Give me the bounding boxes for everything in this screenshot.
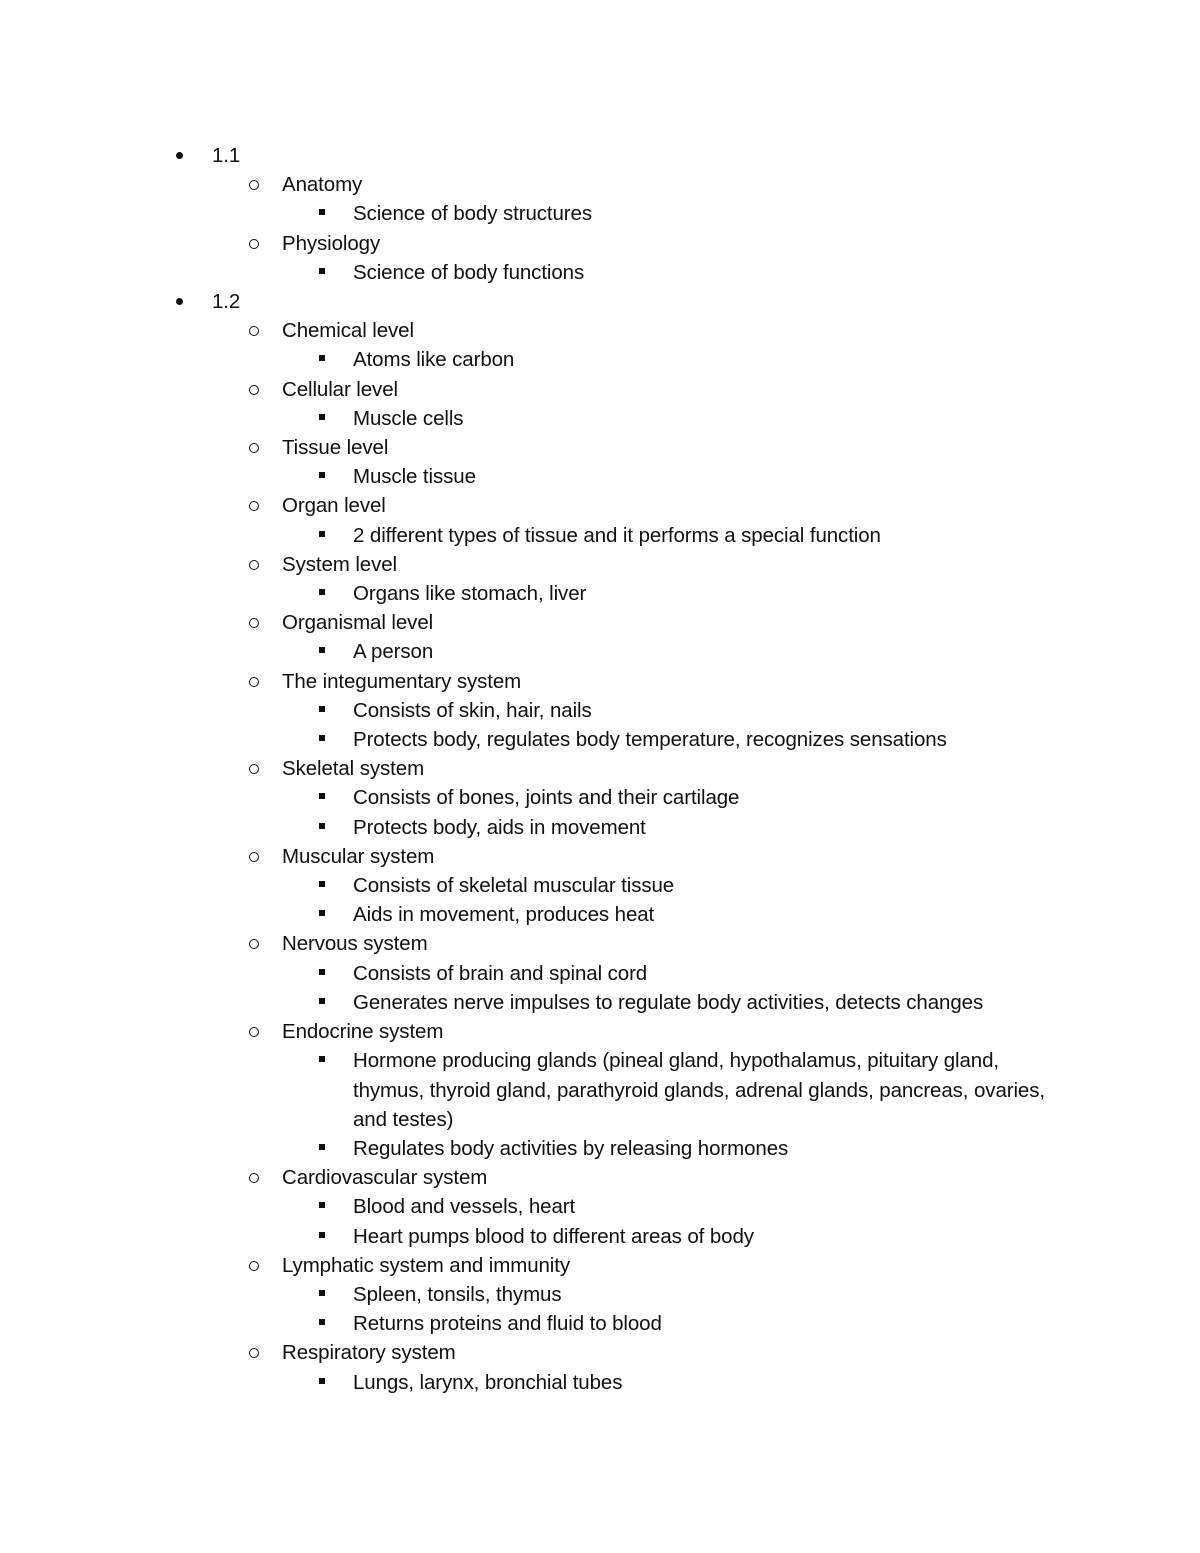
detail-item bbox=[0, 959, 1053, 988]
bullet-square-icon bbox=[318, 462, 328, 491]
outline-text: Chemical level bbox=[282, 319, 414, 343]
bullet-square-icon bbox=[318, 959, 328, 988]
bullet-circle-icon bbox=[248, 316, 262, 345]
bullet-square-icon bbox=[318, 345, 328, 374]
bullet-square-icon bbox=[318, 813, 328, 842]
topic-item bbox=[0, 1251, 1200, 1280]
topic-item bbox=[0, 550, 1200, 579]
topic-item bbox=[0, 842, 1200, 871]
topic-item bbox=[0, 229, 1200, 258]
outline-text: Aids in movement, produces heat bbox=[353, 903, 655, 927]
topic-item bbox=[0, 608, 1200, 637]
section-heading bbox=[0, 287, 1200, 316]
outline-text: Cellular level bbox=[282, 377, 398, 401]
outline-text: 2 different types of tissue and it performs a special function bbox=[353, 523, 881, 547]
detail-item bbox=[0, 258, 1053, 287]
bullet-circle-icon bbox=[248, 170, 262, 199]
topic-item bbox=[0, 375, 1200, 404]
bullet-square-icon bbox=[318, 637, 328, 666]
bullet-circle-icon bbox=[248, 375, 262, 404]
bullet-circle-icon bbox=[248, 842, 262, 871]
detail-item bbox=[0, 521, 1053, 550]
outline-text: Protects body, aids in movement bbox=[353, 815, 646, 839]
outline-text: Regulates body activities by releasing hormones bbox=[353, 1136, 789, 1160]
bullet-square-icon bbox=[318, 579, 328, 608]
detail-item bbox=[0, 1134, 1053, 1163]
outline-text: Consists of brain and spinal cord bbox=[353, 961, 648, 985]
detail-item bbox=[0, 1192, 1053, 1221]
bullet-disc-icon bbox=[174, 141, 186, 170]
detail-item bbox=[0, 988, 1053, 1017]
topic-item bbox=[0, 667, 1200, 696]
bullet-circle-icon bbox=[248, 608, 262, 637]
detail-item bbox=[0, 813, 1053, 842]
outline-text: Spleen, tonsils, thymus bbox=[353, 1282, 562, 1306]
outline-text: Muscle cells bbox=[353, 406, 464, 430]
outline-text: Atoms like carbon bbox=[353, 348, 515, 372]
topic-item bbox=[0, 929, 1200, 958]
detail-item bbox=[0, 725, 1053, 754]
detail-item bbox=[0, 637, 1053, 666]
outline-text: Muscle tissue bbox=[353, 465, 476, 489]
topic-item bbox=[0, 316, 1200, 345]
bullet-circle-icon bbox=[248, 929, 262, 958]
outline-text: System level bbox=[282, 552, 398, 576]
bullet-square-icon bbox=[318, 871, 328, 900]
outline-text: Science of body functions bbox=[353, 260, 585, 284]
outline-text: Tissue level bbox=[282, 436, 389, 460]
bullet-circle-icon bbox=[248, 667, 262, 696]
detail-item bbox=[0, 1309, 1053, 1338]
outline-text: Organismal level bbox=[282, 611, 434, 635]
outline-text: Lymphatic system and immunity bbox=[282, 1253, 570, 1277]
detail-item bbox=[0, 579, 1053, 608]
outline-text: Cardiovascular system bbox=[282, 1166, 488, 1190]
topic-item bbox=[0, 1338, 1200, 1367]
outline-text: Hormone producing glands (pineal gland, hypothalamus, pituitary gland, thymus, thyroid gland, parathyroid glands, adrenal glands, pancreas, ovaries, and testes) bbox=[353, 1049, 1045, 1131]
outline-text: Heart pumps blood to different areas of body bbox=[353, 1224, 754, 1248]
bullet-square-icon bbox=[318, 1192, 328, 1221]
bullet-circle-icon bbox=[248, 550, 262, 579]
bullet-square-icon bbox=[318, 1368, 328, 1397]
bullet-square-icon bbox=[318, 900, 328, 929]
outline-text: Consists of bones, joints and their cartilage bbox=[353, 786, 740, 810]
bullet-square-icon bbox=[318, 199, 328, 228]
detail-item bbox=[0, 1280, 1053, 1309]
topic-item bbox=[0, 1017, 1200, 1046]
outline-list bbox=[0, 141, 1200, 1397]
detail-item bbox=[0, 199, 1053, 228]
detail-item bbox=[0, 404, 1053, 433]
topic-item bbox=[0, 170, 1200, 199]
bullet-circle-icon bbox=[248, 754, 262, 783]
bullet-square-icon bbox=[318, 521, 328, 550]
detail-item bbox=[0, 900, 1053, 929]
outline-text: Skeletal system bbox=[282, 757, 425, 781]
bullet-circle-icon bbox=[248, 229, 262, 258]
outline-text: 1.2 bbox=[212, 290, 241, 314]
outline-text: Lungs, larynx, bronchial tubes bbox=[353, 1370, 623, 1394]
outline-text: The integumentary system bbox=[282, 669, 522, 693]
bullet-square-icon bbox=[318, 258, 328, 287]
outline-text: Respiratory system bbox=[282, 1341, 456, 1365]
outline-text: Consists of skeletal muscular tissue bbox=[353, 874, 675, 898]
outline-text: Organs like stomach, liver bbox=[353, 582, 587, 606]
detail-item bbox=[0, 1046, 1053, 1134]
outline-text: Endocrine system bbox=[282, 1020, 444, 1044]
detail-item bbox=[0, 1222, 1053, 1251]
section-heading bbox=[0, 141, 1200, 170]
detail-item bbox=[0, 1368, 1053, 1397]
outline-text: 1.1 bbox=[212, 144, 241, 167]
outline-text: Science of body structures bbox=[353, 202, 592, 226]
bullet-circle-icon bbox=[248, 1017, 262, 1046]
outline-text: Consists of skin, hair, nails bbox=[353, 698, 592, 722]
bullet-square-icon bbox=[318, 783, 328, 812]
detail-item bbox=[0, 462, 1053, 491]
bullet-square-icon bbox=[318, 1222, 328, 1251]
bullet-square-icon bbox=[318, 1134, 328, 1163]
outline-text: A person bbox=[353, 640, 434, 664]
topic-item bbox=[0, 433, 1200, 462]
topic-item bbox=[0, 754, 1200, 783]
outline-text: Physiology bbox=[282, 231, 381, 255]
detail-item bbox=[0, 871, 1053, 900]
outline-text: Organ level bbox=[282, 494, 386, 518]
topic-item bbox=[0, 491, 1200, 520]
bullet-square-icon bbox=[318, 1046, 328, 1075]
bullet-disc-icon bbox=[174, 287, 186, 316]
outline-text: Muscular system bbox=[282, 844, 435, 868]
detail-item bbox=[0, 783, 1053, 812]
outline-text: Nervous system bbox=[282, 932, 428, 956]
bullet-circle-icon bbox=[248, 433, 262, 462]
detail-item bbox=[0, 696, 1053, 725]
outline-text: Returns proteins and fluid to blood bbox=[353, 1312, 662, 1336]
bullet-square-icon bbox=[318, 1280, 328, 1309]
bullet-circle-icon bbox=[248, 491, 262, 520]
outline-text: Anatomy bbox=[282, 173, 363, 197]
outline-text: Generates nerve impulses to regulate body activities, detects changes bbox=[353, 990, 984, 1014]
bullet-circle-icon bbox=[248, 1338, 262, 1367]
bullet-circle-icon bbox=[248, 1251, 262, 1280]
bullet-square-icon bbox=[318, 988, 328, 1017]
bullet-square-icon bbox=[318, 404, 328, 433]
topic-item bbox=[0, 1163, 1200, 1192]
bullet-square-icon bbox=[318, 725, 328, 754]
outline-text: Protects body, regulates body temperature, recognizes sensations bbox=[353, 728, 947, 752]
bullet-square-icon bbox=[318, 696, 328, 725]
bullet-square-icon bbox=[318, 1309, 328, 1338]
detail-item bbox=[0, 345, 1053, 374]
outline-text: Blood and vessels, heart bbox=[353, 1195, 576, 1219]
bullet-circle-icon bbox=[248, 1163, 262, 1192]
